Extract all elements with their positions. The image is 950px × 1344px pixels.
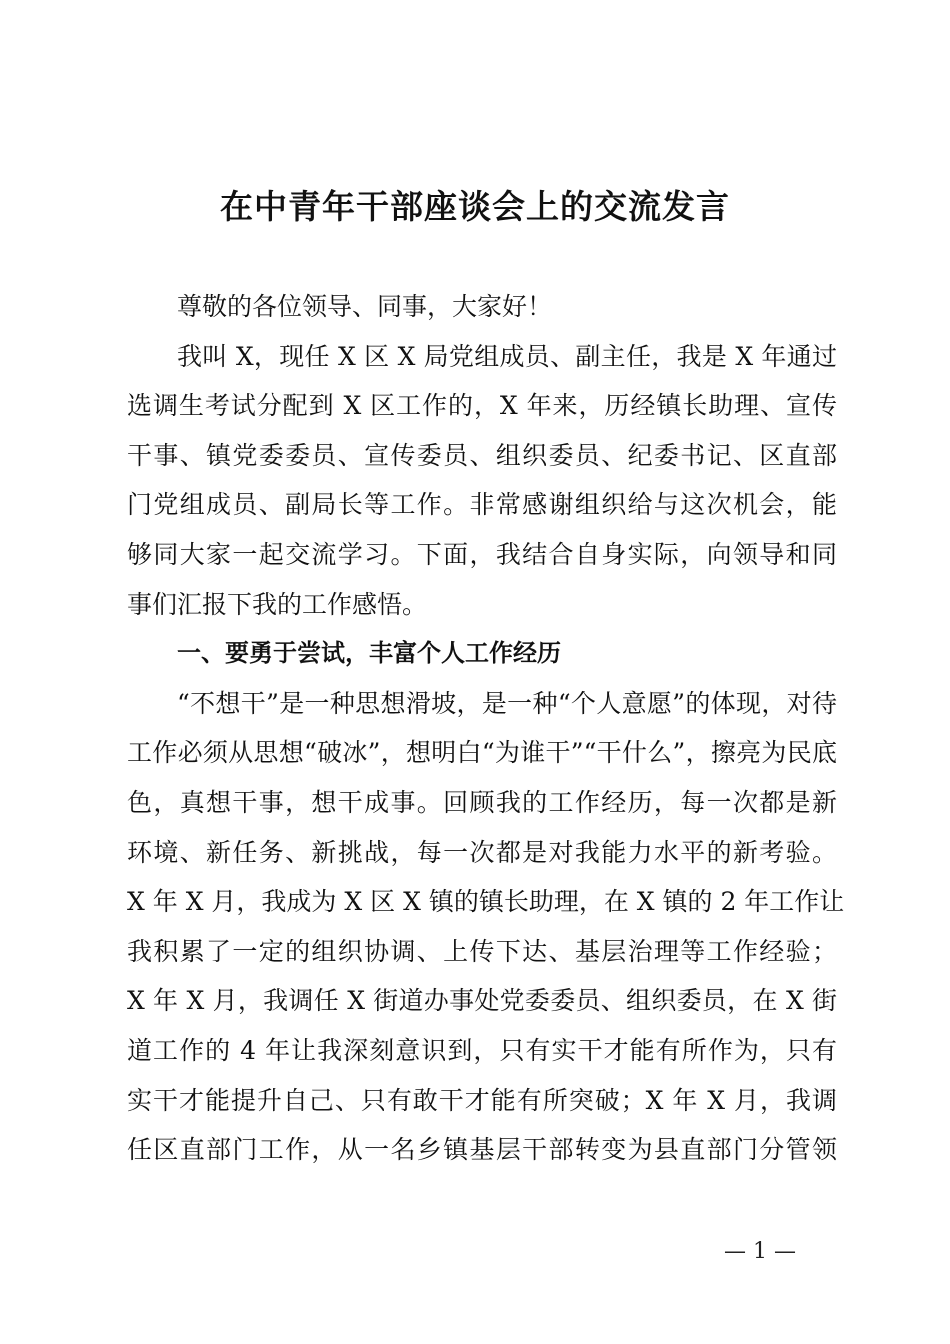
- document-title: 在中青年干部座谈会上的交流发言: [220, 187, 730, 226]
- paragraph-line: 够同大家一起交流学习。下面，我结合自身实际，向领导和同: [127, 539, 837, 569]
- paragraph-line: 工作必须从思想“破冰”，想明白“为谁干”“干什么”，擦亮为民底: [127, 738, 837, 768]
- paragraph-line: 干事、镇党委委员、宣传委员、组织委员、纪委书记、区直部: [127, 440, 837, 470]
- paragraph-line: 门党组成员、副局长等工作。非常感谢组织给与这次机会，能: [127, 490, 837, 520]
- paragraph-line: 道工作的 4 年让我深刻意识到，只有实干才能有所作为，只有: [127, 1035, 837, 1065]
- paragraph-line: 事们汇报下我的工作感悟。: [127, 589, 428, 619]
- paragraph-line: 我叫 X，现任 X 区 X 局党组成员、副主任，我是 X 年通过: [177, 341, 837, 371]
- paragraph-line: 选调生考试分配到 X 区工作的，X 年来，历经镇长助理、宣传: [127, 391, 837, 421]
- paragraph-line: 环境、新任务、新挑战，每一次都是对我能力水平的新考验。: [127, 837, 837, 867]
- paragraph-line: 色，真想干事，想干成事。回顾我的工作经历，每一次都是新: [127, 787, 837, 817]
- salutation: 尊敬的各位领导、同事，大家好！: [177, 292, 553, 321]
- document-body: [127, 282, 845, 1175]
- paragraph-line: 实干才能提升自己、只有敢干才能有所突破；X 年 X 月，我调: [127, 1085, 837, 1115]
- paragraph-line: 任区直部门工作，从一名乡镇基层干部转变为县直部门分管领: [127, 1135, 837, 1165]
- page-number: — 1 —: [724, 1239, 796, 1264]
- section-heading: 一、要勇于尝试，丰富个人工作经历: [177, 639, 561, 668]
- paragraph-line: 我积累了一定的组织协调、上传下达、基层治理等工作经验；: [127, 936, 837, 966]
- paragraph-line: X 年 X 月，我成为 X 区 X 镇的镇长助理，在 X 镇的 2 年工作让: [127, 887, 845, 917]
- paragraph-line: “不想干”是一种思想滑坡，是一种“个人意愿”的体现，对待: [177, 688, 837, 718]
- paragraph-line: X 年 X 月，我调任 X 街道办事处党委委员、组织委员，在 X 街: [127, 986, 837, 1016]
